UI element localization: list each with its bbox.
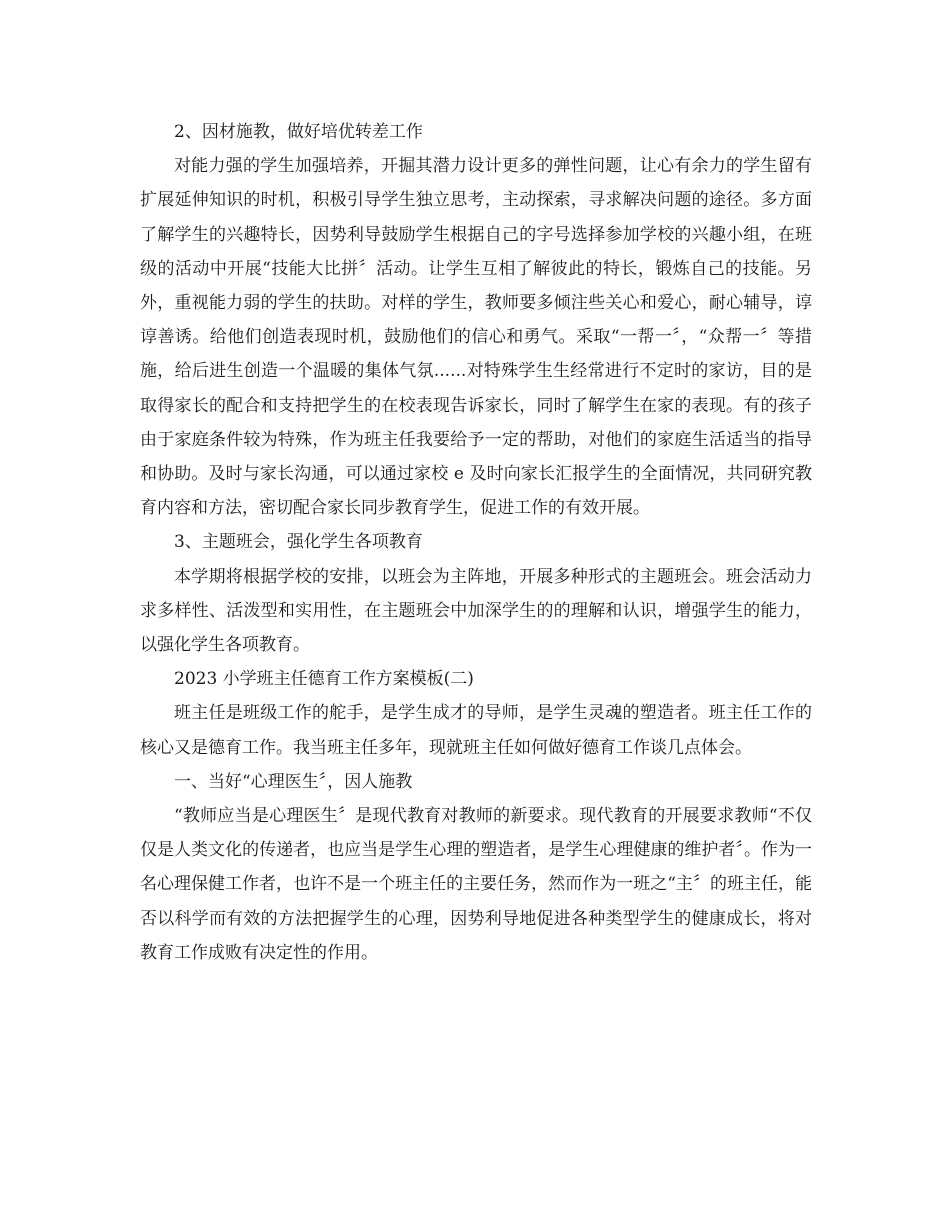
paragraph-theme-class-meeting: 本学期将根据学校的安排，以班会为主阵地，开展多种形式的主题班会。班会活动力求多样性、活泼型和实用性，在主题班会中加深学生的的理解和认识，增强学生的能力，以强化学生各项教育。 [140, 566, 812, 656]
section-heading-3: 3、主题班会，强化学生各项教育 [174, 532, 423, 553]
paragraph-psychological-care: “教师应当是心理医生〞是现代教育对教师的新要求。现代教育的开展要求教师“不仅仅是人类文化的传递者，也应当是学生心理的塑造者，是学生心理健康的维护者〞。作为一名心理保健工作者，也许不是一个班主任的主要任务，然而作为一班之“主〞的班主任，能否以科学而有效的方法把握学生的心理，因势利导地促进各种类型学生的健康成长，将对教育工作成败有决定性的作用。 [140, 806, 812, 963]
section-heading-2: 2、因材施教，做好培优转差工作 [174, 122, 423, 142]
document-subtitle: 2023 小学班主任德育工作方案模板(二) [174, 669, 474, 690]
paragraph-head-teacher-role: 班主任是班级工作的舵手，是学生成才的导师，是学生灵魂的塑造者。班主任工作的核心又是德育工作。我当班主任多年，现就班主任如何做好德育工作谈几点体会。 [140, 703, 812, 758]
document-page [140, 115, 812, 970]
section-heading-psychologist: 一、当好“心理医生〞，因人施教 [174, 771, 413, 792]
paragraph-differentiated-teaching: 对能力强的学生加强培养，开掘其潜力设计更多的弹性问题，让心有余力的学生留有扩展延伸知识的时机，积极引导学生独立思考，主动探索，寻求解决问题的途径。多方面了解学生的兴趣特长，因势利导鼓励学生根据自己的字号选择参加学校的兴趣小组，在班级的活动中开展“技能大比拼〞活动。让学生互相了解彼此的特长，锻炼自己的技能。另外，重视能力弱的学生的扶助。对样的学生，教师要多倾注些关心和爱心，耐心辅导，谆谆善诱。给他们创造表现时机，鼓励他们的信心和勇气。采取“一帮一〞，“众帮一〞等措施，给后进生创造一个温暖的集体气氛......对特殊学生生经常进行不定时的家访，目的是取得家长的配合和支持把学生的在校表现告诉家长，同时了解学生在家的表现。有的孩子由于家庭条件较为特殊，作为班主任我要给予一定的帮助，对他们的家庭生活适当的指导和协助。及时与家长沟通，可以通过家校 e 及时向家长汇报学生的全面情况，共同研究教育内容和方法，密切配合家长同步教育学生，促进工作的有效开展。 [140, 156, 812, 519]
